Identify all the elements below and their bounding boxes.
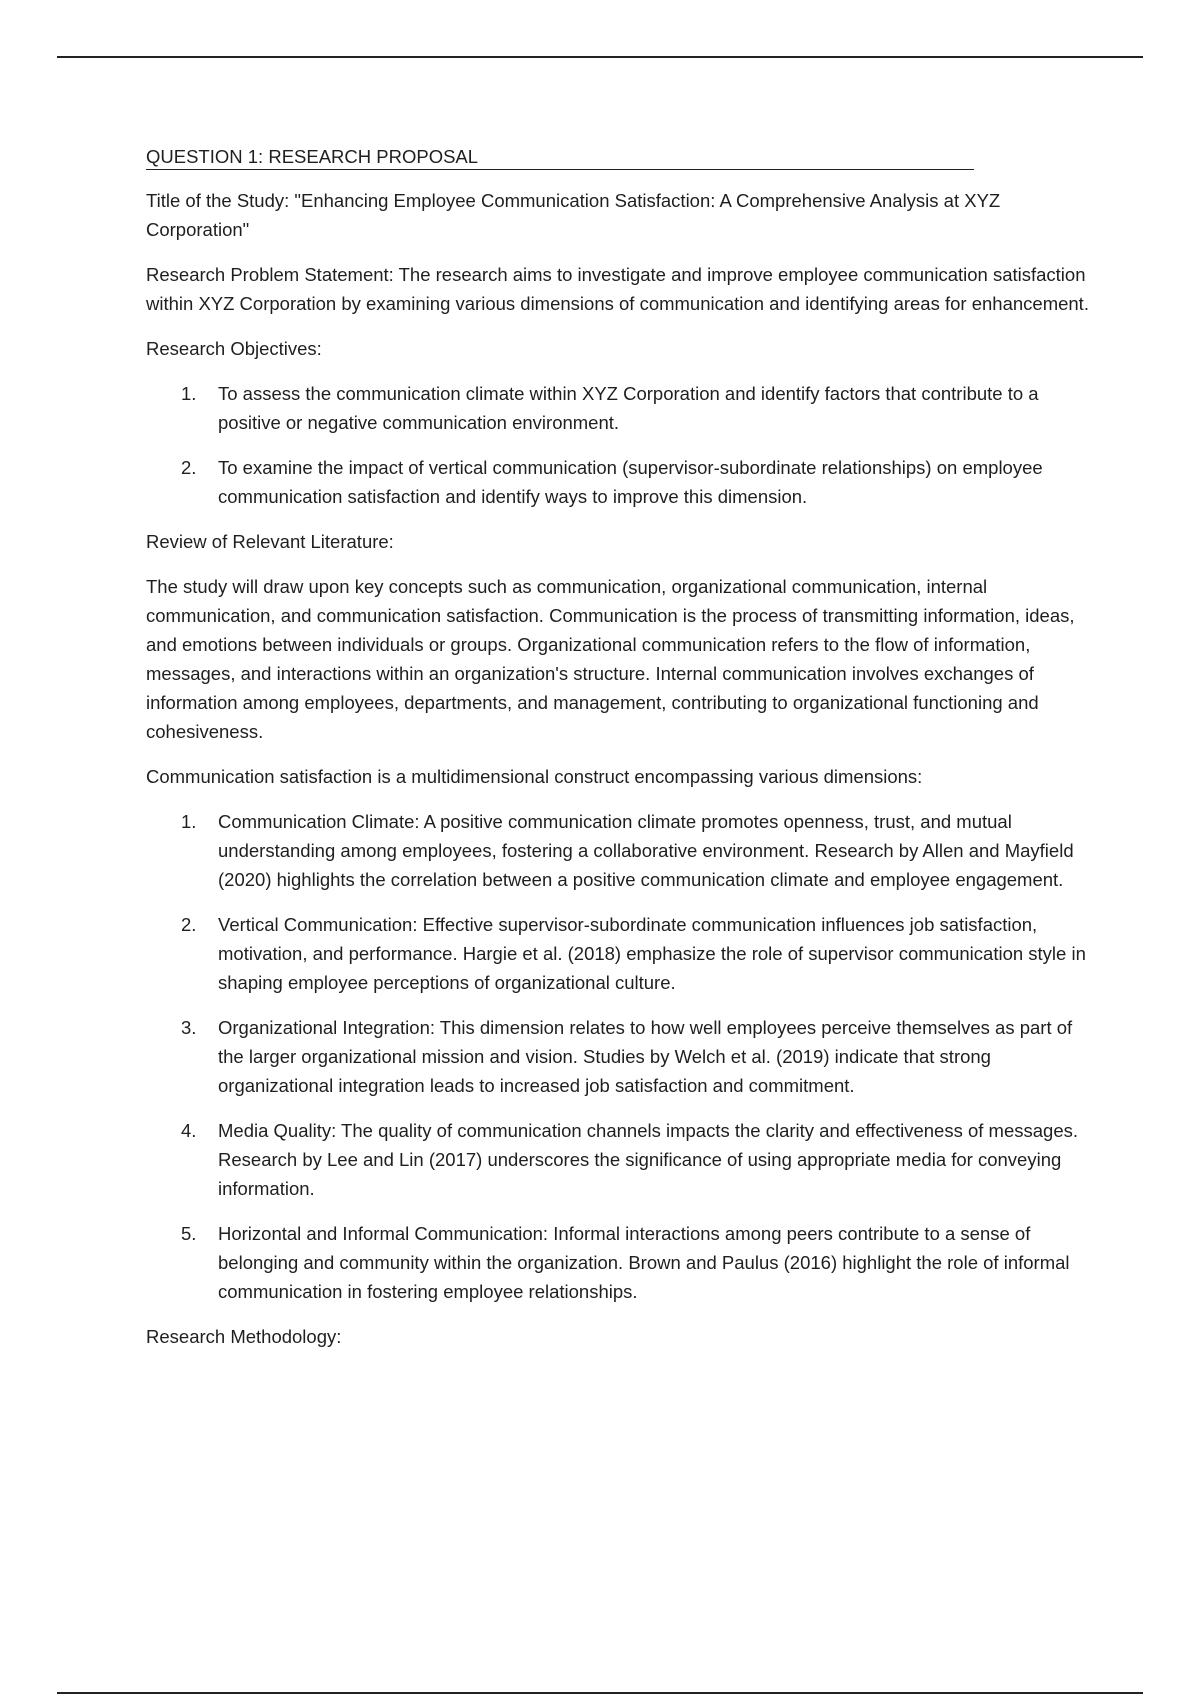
- list-number: 1.: [181, 811, 197, 832]
- list-number: 1.: [181, 383, 197, 404]
- list-number: 3.: [181, 1017, 197, 1038]
- document-body: [146, 146, 1092, 1367]
- dimensions-list: [146, 807, 1092, 1306]
- list-item-text: To examine the impact of vertical communication (supervisor-subordinate relationships) on employee communication satisfaction and identify ways to improve this dimension.: [218, 457, 1043, 507]
- section-heading: QUESTION 1: RESEARCH PROPOSAL: [146, 146, 974, 170]
- list-item-text: Vertical Communication: Effective supervisor-subordinate communication influences job satisfaction, motivation, and performance. Hargie et al. (2018) emphasize the role of supervisor communication style in shaping employee perceptions of organizational culture.: [218, 914, 1086, 993]
- literature-paragraph: The study will draw upon key concepts such as communication, organizational communication, internal communication, and communication satisfaction. Communication is the process of transmitting information, ideas, and emotions between individuals or groups. Organizational communication refers to the flow of information, messages, and interactions within an organization's structure. Internal communication involves exchanges of information among employees, departments, and management, contributing to organizational functioning and cohesiveness.: [146, 576, 1075, 742]
- literature-label: Review of Relevant Literature:: [146, 531, 394, 552]
- list-item-text: To assess the communication climate within XYZ Corporation and identify factors that contribute to a positive or negative communication environment.: [218, 383, 1039, 433]
- list-number: 2.: [181, 457, 197, 478]
- list-item: [146, 1116, 1092, 1203]
- list-item-text: Horizontal and Informal Communication: Informal interactions among peers contribute to a sense of belonging and community within the organization. Brown and Paulus (2016) highlight the role of informal communication in fostering employee relationships.: [218, 1223, 1070, 1302]
- list-item: [146, 379, 1092, 437]
- header-rule: [57, 56, 1143, 58]
- list-item-text: Communication Climate: A positive communication climate promotes openness, trust, and mutual understanding among employees, fostering a collaborative environment. Research by Allen and Mayfield (2020) highlights the correlation between a positive communication climate and employee engagement.: [218, 811, 1074, 890]
- list-number: 2.: [181, 914, 197, 935]
- list-item: [146, 807, 1092, 894]
- problem-statement-paragraph: Research Problem Statement: The research aims to investigate and improve employee communication satisfaction within XYZ Corporation by examining various dimensions of communication and identifying areas for enhancement.: [146, 264, 1089, 314]
- study-title-paragraph: Title of the Study: "Enhancing Employee Communication Satisfaction: A Comprehensive Analysis at XYZ Corporation": [146, 190, 1001, 240]
- footer-rule: [57, 1692, 1143, 1694]
- list-item: [146, 1219, 1092, 1306]
- list-item-text: Organizational Integration: This dimension relates to how well employees perceive themselves as part of the larger organizational mission and vision. Studies by Welch et al. (2019) indicate that strong organizational integration leads to increased job satisfaction and commitment.: [218, 1017, 1073, 1096]
- list-item: [146, 910, 1092, 997]
- list-item: [146, 453, 1092, 511]
- satisfaction-paragraph: Communication satisfaction is a multidimensional construct encompassing various dimensions:: [146, 766, 923, 787]
- objectives-label: Research Objectives:: [146, 338, 322, 359]
- list-item-text: Media Quality: The quality of communication channels impacts the clarity and effectiveness of messages. Research by Lee and Lin (2017) underscores the significance of using appropriate media for conveying information.: [218, 1120, 1078, 1199]
- list-item: [146, 1013, 1092, 1100]
- list-number: 4.: [181, 1120, 197, 1141]
- methodology-label: Research Methodology:: [146, 1326, 342, 1347]
- objectives-list: [146, 379, 1092, 511]
- list-number: 5.: [181, 1223, 197, 1244]
